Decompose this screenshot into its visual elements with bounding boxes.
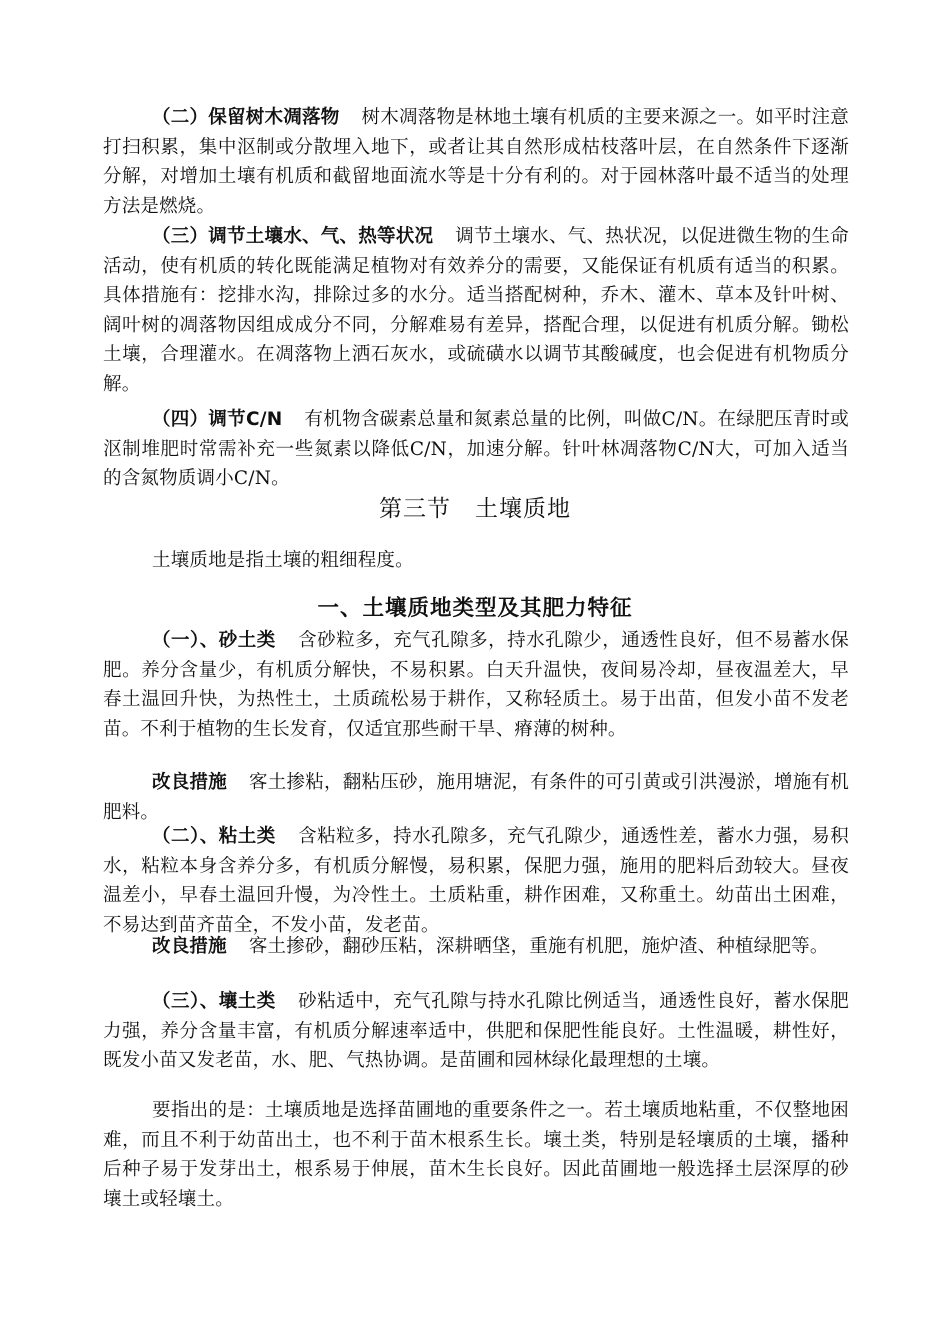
- paragraph-body: 客土掺砂，翻砂压粘，深耕晒垡，重施有机肥，施炉渣、种植绿肥等。: [248, 936, 829, 957]
- section-title: 第三节 土壤质地: [379, 496, 571, 522]
- paragraph-heading: （三）调节土壤水、气、热等状况: [152, 226, 434, 247]
- paragraph-clay-soil: [103, 822, 849, 940]
- paragraph-body: 含粘粒多，持水孔隙多，充气孔隙少，通透性差，蓄水力强，易积水，粘粒本身含养分多，有机质分解慢，易积累，保肥力强，施用的肥料后劲较大。昼夜温差小，早春土温回升慢，为冷性土。土质粘重，耕作困难，又称重土。幼苗出土困难，不易达到苗齐苗全，不发小苗，发老苗。: [103, 826, 849, 936]
- paragraph-body: 客土掺粘，翻粘压砂，施用塘泥，有条件的可引黄或引洪漫淤，增施有机肥料。: [103, 772, 849, 823]
- paragraph-heading: （三）、壤土类: [152, 991, 276, 1012]
- paragraph-loam-soil: [103, 987, 849, 1076]
- paragraph-heading: （二）、粘土类: [152, 826, 276, 847]
- paragraph-heading: （四）调节C/N: [152, 409, 283, 430]
- paragraph-body: 树木凋落物是林地土壤有机质的主要来源之一。如平时注意打扫积累，集中沤制或分散埋入地下，或者让其自然形成枯枝落叶层，在自然条件下逐渐分解，对增加土壤有机质和截留地面流水等是十分有利的。对于园林落叶最不适当的处理方法是燃烧。: [103, 107, 849, 217]
- paragraph-body: 调节土壤水、气、热状况，以促进微生物的生命活动，使有机质的转化既能满足植物对有效养分的需要，又能保证有机质有适当的积累。具体措施有：挖排水沟，排除过多的水分。适当搭配树种，乔木、灌木、草本及针叶树、阔叶树的凋落物因组成成分不同，分解难易有差异，搭配合理，以促进有机质分解。锄松土壤，合理灌水。在凋落物上洒石灰水，或硫磺水以调节其酸碱度，也会促进有机物质分解。: [103, 226, 849, 395]
- paragraph-intro: 土壤质地是指土壤的粗细程度。: [152, 550, 414, 571]
- paragraph-cn-ratio: [103, 405, 849, 494]
- paragraph-heading: （二）保留树木凋落物: [152, 107, 340, 128]
- paragraph-water-air-heat: [103, 222, 849, 399]
- subsection-title: 一、土壤质地类型及其肥力特征: [317, 596, 633, 621]
- paragraph-closing: 要指出的是：土壤质地是选择苗圃地的重要条件之一。若土壤质地粘重，不仅整地困难，而且不利于幼苗出土，也不利于苗木根系生长。壤土类，特别是轻壤质的土壤，播种后种子易于发芽出土，根系易于伸展，苗木生长良好。因此苗圃地一般选择土层深厚的砂壤土或轻壤土。: [103, 1100, 849, 1210]
- paragraph-heading: 改良措施: [152, 772, 227, 793]
- paragraph-clay-improvement: [103, 932, 849, 962]
- paragraph-body: 有机物含碳素总量和氮素总量的比例，叫做C/N。在绿肥压青时或沤制堆肥时常需补充一些氮素以降低C/N，加速分解。针叶林凋落物C/N大，可加入适当的含氮物质调小C/N。: [103, 409, 849, 489]
- paragraph-heading: 改良措施: [152, 936, 227, 957]
- paragraph-heading: （一）、砂土类: [152, 630, 276, 651]
- paragraph-sandy-improvement: [103, 768, 849, 827]
- paragraph-sandy-soil: [103, 626, 849, 744]
- paragraph-leaf-litter: [103, 103, 849, 221]
- paragraph-body: 砂粘适中，充气孔隙与持水孔隙比例适当，通透性良好，蓄水保肥力强，养分含量丰富，有机质分解速率适中，供肥和保肥性能良好。土性温暖，耕性好，既发小苗又发老苗，水、肥、气热协调。是苗圃和园林绿化最理想的土壤。: [103, 991, 849, 1071]
- paragraph-body: 含砂粒多，充气孔隙多，持水孔隙少，通透性良好，但不易蓄水保肥。养分含量少，有机质分解快，不易积累。白天升温快，夜间易冷却，昼夜温差大，早春土温回升快，为热性土，土质疏松易于耕作，又称轻质土。易于出苗，但发小苗不发老苗。不利于植物的生长发育，仅适宜那些耐干旱、瘠薄的树种。: [103, 630, 849, 740]
